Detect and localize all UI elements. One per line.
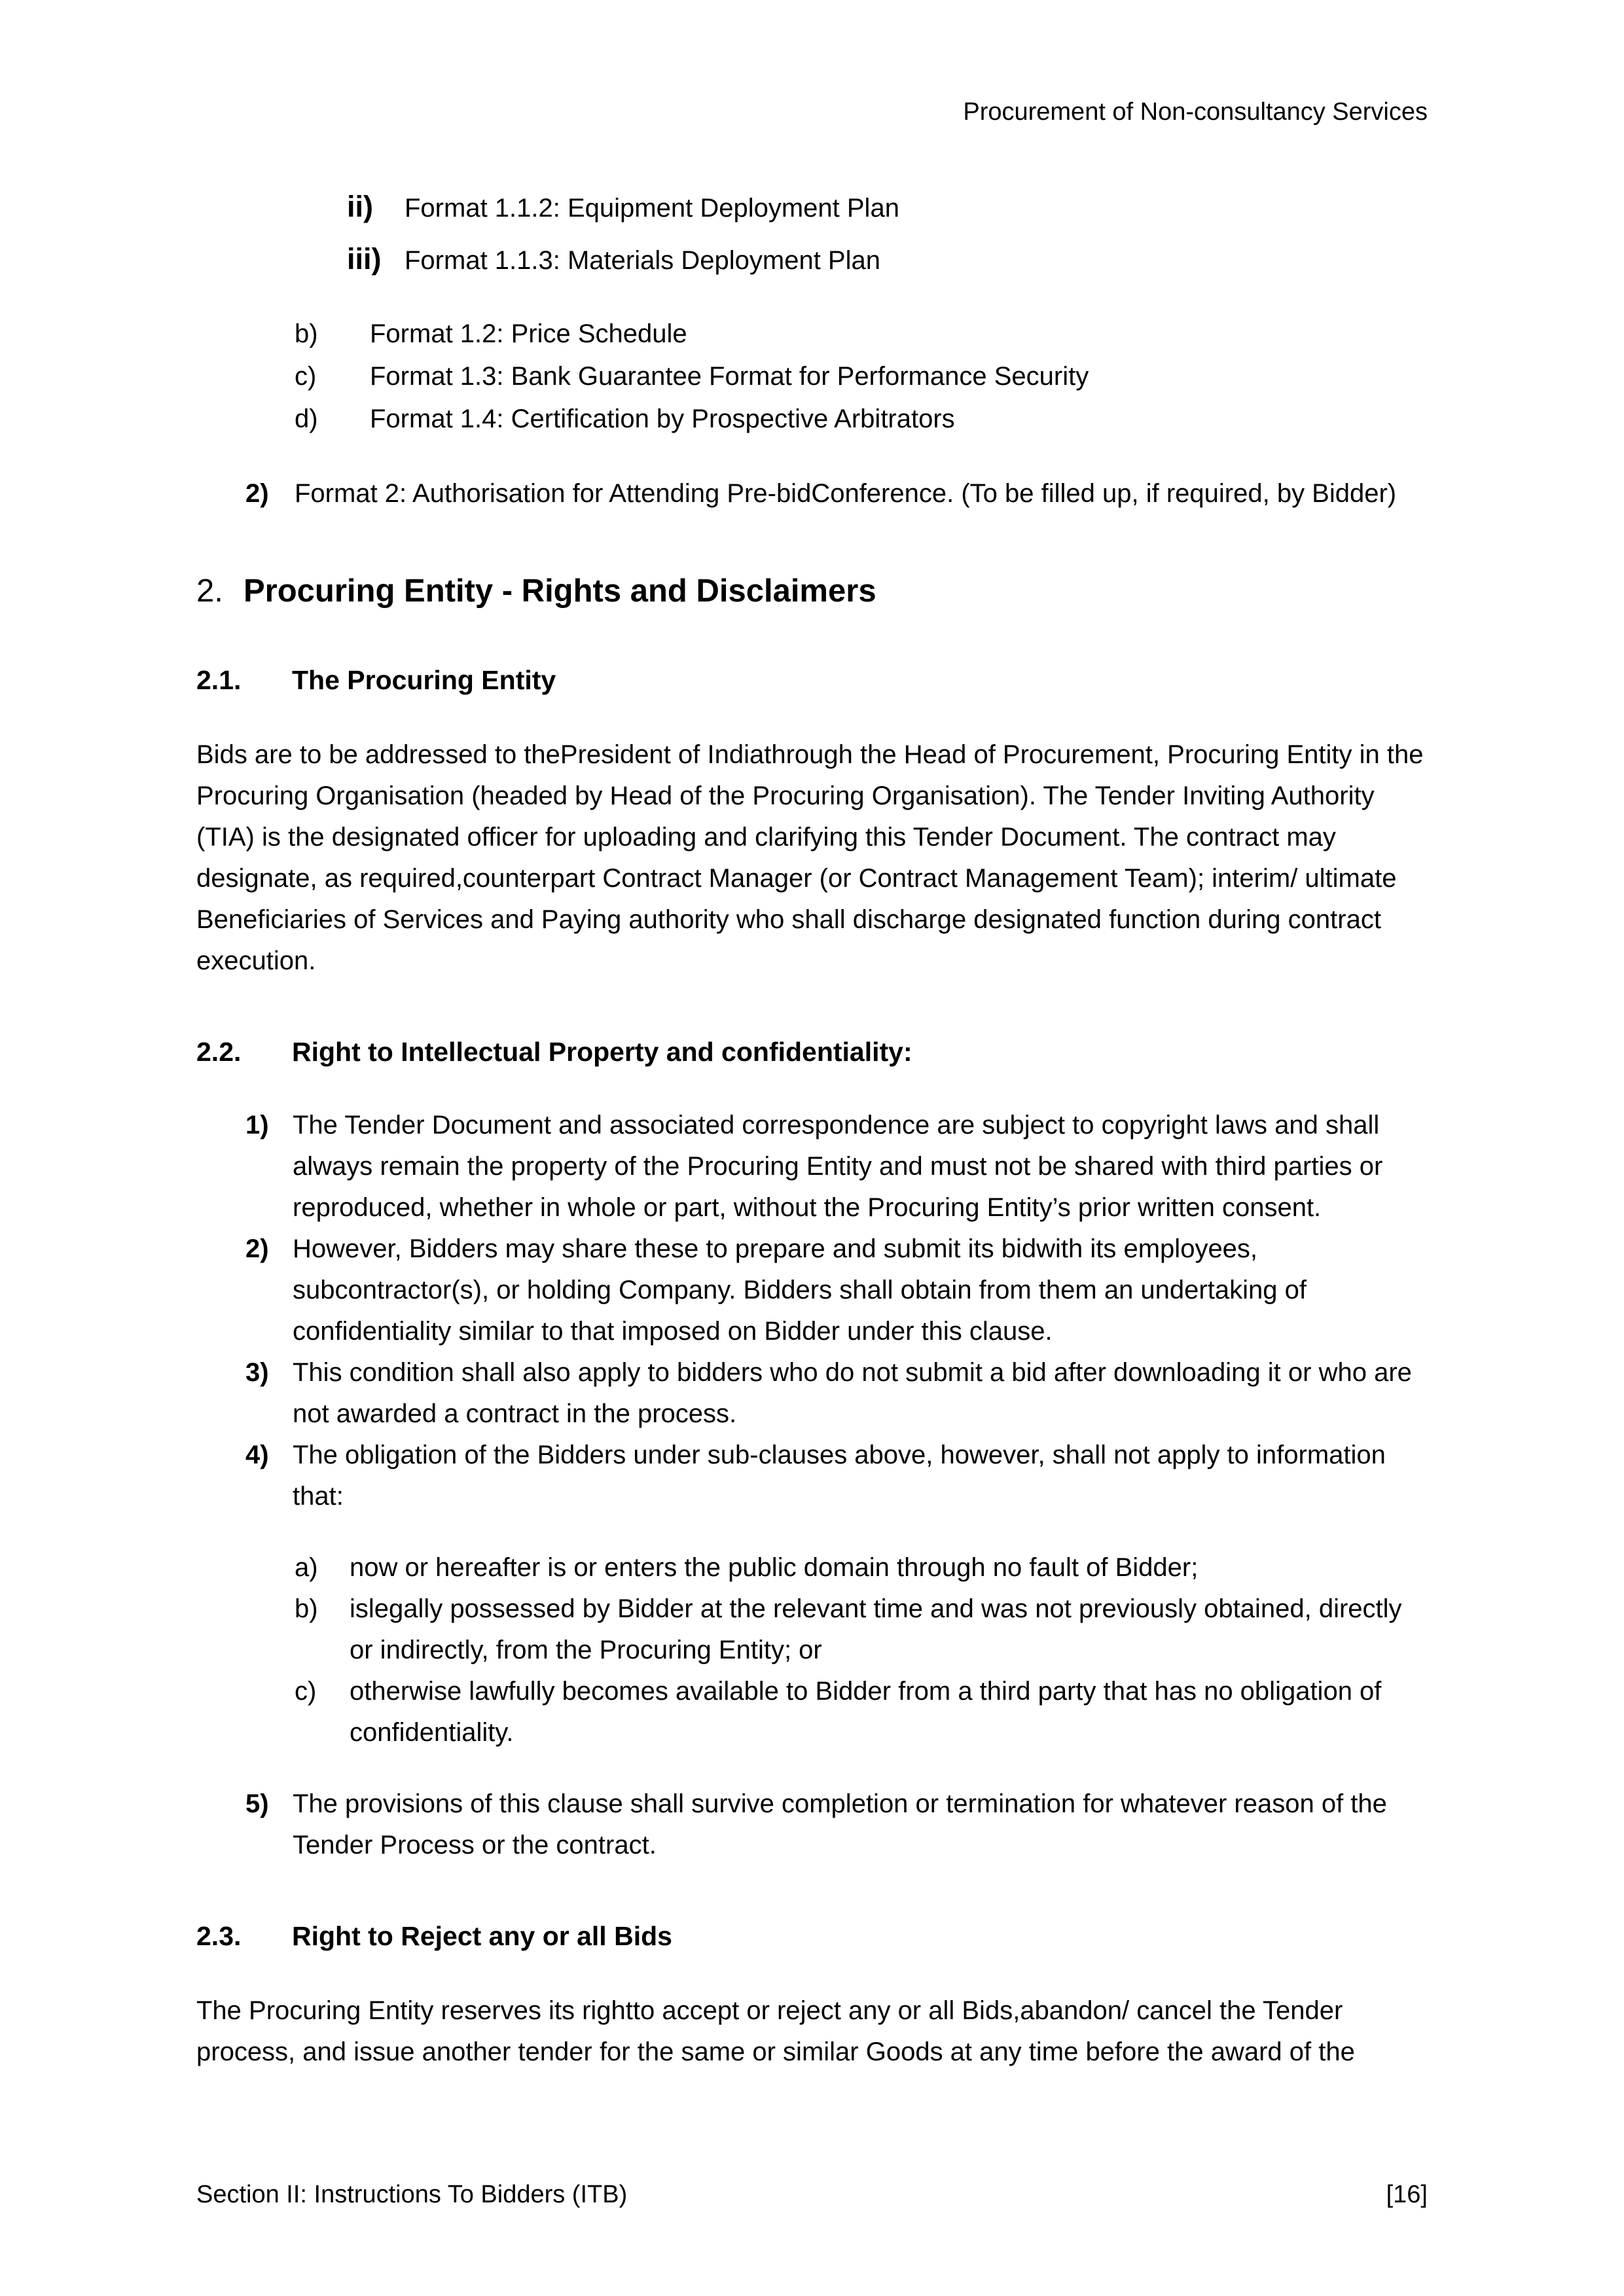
footer-page-number: [16] xyxy=(1386,2181,1428,2208)
subsection-title: The Procuring Entity xyxy=(292,665,556,695)
list-text: Format 1.1.3: Materials Deployment Plan xyxy=(405,246,880,275)
list-text: The obligation of the Bidders under sub-clauses above, however, shall not apply to information that: xyxy=(293,1441,1386,1511)
footer-section-label: Section II: Instructions To Bidders (ITB) xyxy=(196,2181,628,2208)
list-text: The provisions of this clause shall survive completion or termination for whatever reason of the Tender Process or the contract. xyxy=(293,1789,1387,1859)
list-text: otherwise lawfully becomes available to Bidder from a third party that has no obligation of confidentiality. xyxy=(350,1677,1382,1747)
subsection-title: Right to Reject any or all Bids xyxy=(292,1921,672,1951)
confidentiality-numbered-list xyxy=(196,1105,1428,1517)
subsection-heading-2-1 xyxy=(196,664,1428,696)
subsection-number: 2.2. xyxy=(196,1037,242,1067)
list-text: islegally possessed by Bidder at the relevant time and was not previously obtained, directly or indirectly, from the Procuring Entity; or xyxy=(350,1594,1402,1664)
list-text: Format 1.4: Certification by Prospective Arbitrators xyxy=(370,404,955,433)
list-item xyxy=(347,190,1428,225)
list-marker: b) xyxy=(295,1594,318,1623)
subsection-number: 2.1. xyxy=(196,665,242,695)
document-content xyxy=(196,190,1428,2073)
subsection-heading-2-2 xyxy=(196,1035,1428,1068)
list-item xyxy=(347,242,1428,278)
list-item xyxy=(245,1352,1428,1435)
header-title: Procurement of Non-consultancy Services xyxy=(963,98,1428,126)
list-marker: 5) xyxy=(245,1789,269,1818)
subsection-heading-2-3 xyxy=(196,1920,1428,1952)
paragraph-2-3-body: The Procuring Entity reserves its rightto accept or reject any or all Bids,abandon/ cancel the Tender process, and issue another tender for the same or similar Goods at any time before the award of the xyxy=(196,1996,1355,2066)
page-footer xyxy=(196,2179,1428,2210)
list-item xyxy=(295,398,1428,440)
list-marker: 4) xyxy=(245,1441,269,1469)
list-item xyxy=(295,1671,1428,1753)
format-letter-list xyxy=(196,313,1428,440)
list-marker: c) xyxy=(295,362,317,391)
section-title: Procuring Entity - Rights and Disclaimers xyxy=(244,573,876,609)
section-heading xyxy=(196,572,1428,610)
list-marker: a) xyxy=(295,1553,318,1582)
list-marker: iii) xyxy=(347,242,382,276)
list-text: now or hereafter is or enters the public domain through no fault of Bidder; xyxy=(350,1553,1199,1582)
list-marker: b) xyxy=(295,319,318,348)
list-item xyxy=(295,355,1428,398)
format2-item xyxy=(196,473,1428,514)
list-marker: 2) xyxy=(245,479,269,508)
list-text: Format 1.3: Bank Guarantee Format for Performance Security xyxy=(370,362,1089,391)
list-item xyxy=(245,1435,1428,1517)
list-item xyxy=(295,1588,1428,1671)
page-header xyxy=(196,97,1428,127)
list-item xyxy=(295,1547,1428,1588)
list-text: The Tender Document and associated correspondence are subject to copyright laws and shall always remain the property of the Procuring Entity and must not be shared with third parties or reproduced, whether in whole or part, without the Procuring Entity’s prior written consent. xyxy=(293,1111,1383,1222)
list-text: However, Bidders may share these to prepare and submit its bidwith its employees, subcontractor(s), or holding Company. Bidders shall obtain from them an undertaking of confidentiality similar to that imposed on Bidder under this clause. xyxy=(293,1234,1307,1346)
list-item xyxy=(245,1229,1428,1352)
list-text: Format 2: Authorisation for Attending Pre-bidConference. (To be filled up, if required, by Bidder) xyxy=(295,479,1397,508)
list-marker: 2) xyxy=(245,1234,269,1263)
format-roman-list xyxy=(196,190,1428,278)
list-text: Format 1.1.2: Equipment Deployment Plan xyxy=(405,194,899,223)
list-item xyxy=(245,1105,1428,1229)
list-item xyxy=(295,313,1428,355)
list-item xyxy=(245,1784,1428,1866)
list-text: Format 1.2: Price Schedule xyxy=(370,319,687,348)
exception-letter-list xyxy=(196,1547,1428,1753)
section-number: 2. xyxy=(196,573,223,609)
list-marker: d) xyxy=(295,404,318,433)
list-text: This condition shall also apply to bidders who do not submit a bid after downloading it or who are not awarded a contract in the process. xyxy=(293,1358,1412,1428)
confidentiality-item-5-wrap xyxy=(196,1784,1428,1866)
list-marker: ii) xyxy=(347,190,373,223)
list-marker: 1) xyxy=(245,1111,269,1139)
list-marker: c) xyxy=(295,1677,317,1706)
subsection-title: Right to Intellectual Property and confidentiality: xyxy=(292,1037,912,1067)
list-marker: 3) xyxy=(245,1358,269,1387)
paragraph-2-1-body: Bids are to be addressed to thePresident of Indiathrough the Head of Procurement, Procuring Entity in the Procuring Organisation (headed by Head of the Procuring Organisation). The Tender Inviting Authority (TIA) is the designated officer for uploading and clarifying this Tender Document. The contract may designate, as required,counterpart Contract Manager (or Contract Management Team); interim/ ultimate Beneficiaries of Services and Paying authority who shall discharge designated function during contract execution. xyxy=(196,740,1424,975)
subsection-number: 2.3. xyxy=(196,1921,242,1951)
